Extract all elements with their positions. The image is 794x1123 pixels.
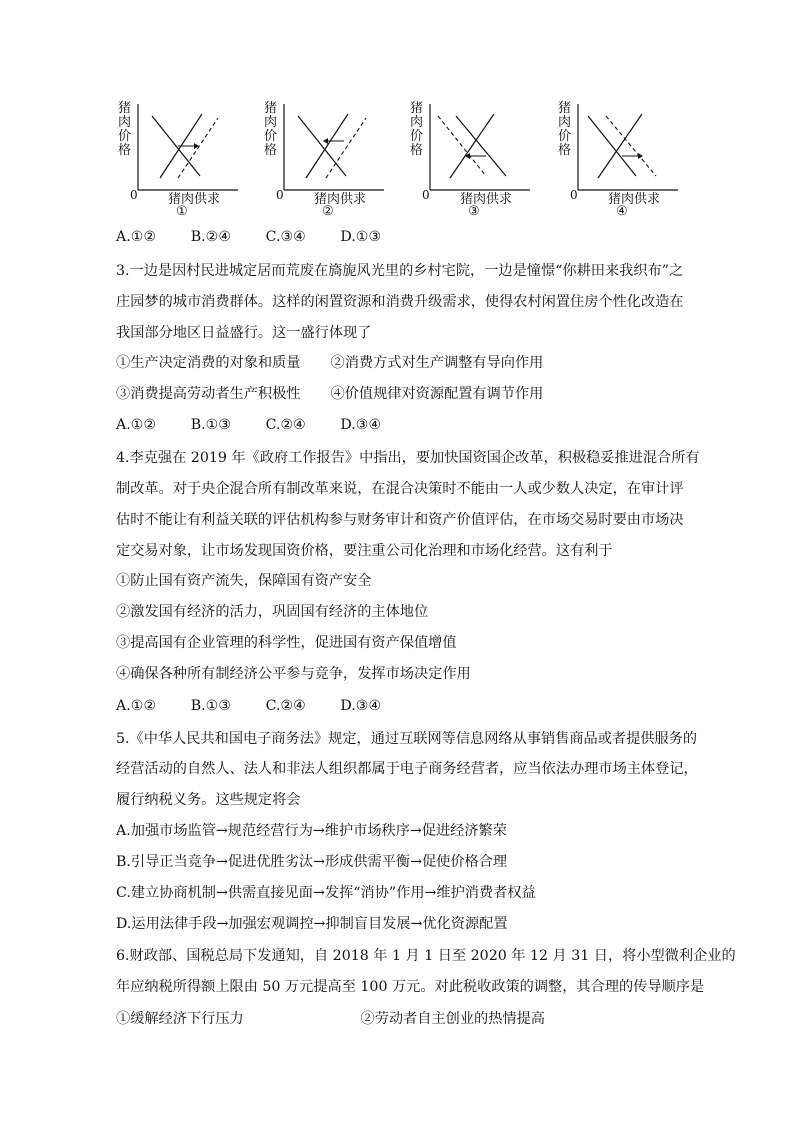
q4-option-d[interactable]: D.③④ [340,698,382,714]
q5-line-1: 5.《中华人民共和国电子商务法》规定，通过互联网等信息网络从事销售商品或者提供服务的 [116,731,698,747]
q4-line-1: 4.李克强在 2019 年《政府工作报告》中指出，要加快国资国企改革，积极稳妥推进混合所有 [116,450,700,466]
q3-items-row-2 [116,383,543,405]
q5-option-d[interactable]: D.运用法律手段→加强宏观调控→抑制盲目发展→优化资源配置 [116,916,508,932]
q3-item-4: ④价值规律对资源配置有调节作用 [330,386,544,402]
graph-4-origin: 0 [570,188,578,202]
q6-line-2: 年应纳税所得额上限由 50 万元提高至 100 万元。对此税收政策的调整，其合理的传导顺序是 [116,979,705,995]
graph-3-number: ③ [468,204,480,219]
graph-3-ylabel: 猪肉价格 [410,101,424,158]
q4-option-b[interactable]: B.①③ [190,698,232,714]
q4-option-a[interactable]: A.①② [116,698,157,714]
q3-item-1: ①生产决定消费的对象和质量 [116,355,301,371]
q4-item-2: ②激发国有经济的活力，巩固国有经济的主体地位 [116,604,429,620]
q5-line-3: 履行纳税义务。这些规定将会 [116,792,301,808]
graph-1-number: ① [176,204,188,219]
q6-line-1: 6.财政部、国税总局下发通知，自 2018 年 1 月 1 日至 2020 年 12 月 31 日，将小型微利企业的 [116,948,736,964]
q6-item-1: ①缓解经济下行压力 [116,1011,244,1027]
q5-option-a[interactable]: A.加强市场监管→规范经营行为→维护市场秩序→促进经济繁荣 [116,823,507,839]
graph-3 [402,96,532,220]
graph-1-origin: 0 [130,188,138,202]
graph-1-xlabel: 猪肉供求 [168,192,221,207]
q4-line-2: 制改革。对于央企混合所有制改革来说，在混合决策时不能由一人或少数人决定，在审计评 [116,481,684,497]
q4-option-c[interactable]: C.②④ [265,698,306,714]
q3-option-b[interactable]: B.①③ [190,417,232,433]
graph-2-number: ② [322,204,334,219]
q3-items-row-1 [116,352,543,374]
graph-2-ylabel: 猪肉价格 [264,101,278,158]
q4-item-4: ④确保各种所有制经济公平参与竞争，发挥市场决定作用 [116,666,471,682]
q2-option-c[interactable]: C.③④ [265,229,306,245]
q3-option-d[interactable]: D.③④ [340,417,382,433]
q3-option-c[interactable]: C.②④ [265,417,306,433]
graph-4-xlabel: 猪肉供求 [608,192,661,207]
q2-options [116,226,381,248]
graph-4 [550,96,680,220]
graph-2-xlabel: 猪肉供求 [314,192,367,207]
graph-3-xlabel: 猪肉供求 [460,192,513,207]
q3-option-a[interactable]: A.①② [116,417,157,433]
q4-line-4: 定交易对象，让市场发现国资价格，要注重公司化治理和市场化经营。这有利于 [116,543,613,559]
q6-items-row-1 [116,1008,545,1030]
q2-option-b[interactable]: B.②④ [190,229,232,245]
q2-option-a[interactable]: A.①② [116,229,157,245]
graph-1 [110,96,240,220]
graph-4-number: ④ [616,204,628,219]
q6-item-2: ②劳动者自主创业的热情提高 [360,1011,545,1027]
graph-3-origin: 0 [422,188,430,202]
q4-options [116,695,381,717]
q3-item-2: ②消费方式对生产调整有导向作用 [330,355,544,371]
q3-item-3: ③消费提高劳动者生产积极性 [116,386,301,402]
q5-option-c[interactable]: C.建立协商机制→供需直接见面→发挥“消协”作用→维护消费者权益 [116,885,536,901]
q2-option-d[interactable]: D.①③ [340,229,382,245]
graph-2 [256,96,386,220]
graph-2-origin: 0 [276,188,284,202]
q3-line-2: 庄园梦的城市消费群体。这样的闲置资源和消费升级需求，使得农村闲置住房个性化改造在 [116,294,684,310]
q4-line-3: 估时不能让有利益关联的评估机构参与财务审计和资产价值评估，在市场交易时要由市场决 [116,512,684,528]
q3-options [116,414,381,436]
supply-demand-graphs [110,96,690,220]
q3-line-3: 我国部分地区日益盛行。这一盛行体现了 [116,325,372,341]
q5-line-2: 经营活动的自然人、法人和非法人组织都属于电子商务经营者，应当依法办理市场主体登记， [116,761,698,777]
q3-line-1: 3.一边是因村民进城定居而荒废在旖旎风光里的乡村宅院，一边是憧憬“你耕田来我织布”之 [116,263,684,279]
q4-item-1: ①防止国有资产流失，保障国有资产安全 [116,573,372,589]
graph-4-ylabel: 猪肉价格 [558,101,572,158]
q5-option-b[interactable]: B.引导正当竞争→促进优胜劣汰→形成供需平衡→促使价格合理 [116,854,508,870]
q4-item-3: ③提高国有企业管理的科学性，促进国有资产保值增值 [116,635,457,651]
graph-1-ylabel: 猪肉价格 [118,101,132,158]
